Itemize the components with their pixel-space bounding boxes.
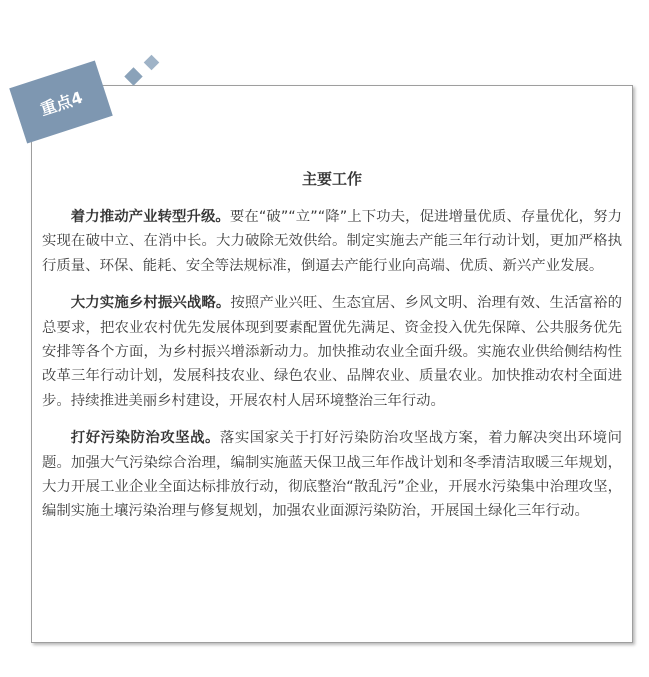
paragraph-rural: [42, 291, 622, 413]
paragraph-text: 要在“破”“立”“降”上下功夫，促进增量优质、存量优化，努力实现在破中立、在消中长。大力破除无效供给。制定实施去产能三年行动计划，更加严格执行质量、环保、能耗、安全等法规标准，倒逼去产能行业向高端、优质、新兴产业发展。: [42, 209, 622, 274]
paragraph-lead: 着力推动产业转型升级。: [70, 209, 230, 225]
page-title: 主要工作: [301, 170, 362, 188]
badge-label: 重点4: [37, 87, 85, 119]
paragraph-lead: 大力实施乡村振兴战略。: [70, 295, 231, 312]
diamond-decoration-small: [144, 55, 160, 71]
paragraph-lead: 打好污染防治攻坚战。: [70, 430, 220, 447]
document-body: [42, 205, 622, 537]
paragraph-text: 按照产业兴旺、生态宜居、乡风文明、治理有效、生活富裕的总要求，把农业农村优先发展体现到要素配置优先满足、资金投入优先保障、公共服务优先安排等各个方面，为乡村振兴增添新动力。加快推动农业全面升级。实施农业供给侧结构性改革三年行动计划，发展科技农业、绿色农业、品牌农业、质量农业。加快推动农村全面进步。持续推进美丽乡村建设，开展农村人居环境整治三年行动。: [42, 295, 622, 409]
paragraph-text: 落实国家关于打好污染防治攻坚战方案，着力解决突出环境问题。加强大气污染综合治理，编制实施蓝天保卫战三年作战计划和冬季清洁取暖三年规划，大力开展工业企业全面达标排放行动，彻底整治“散乱污”企业，开展水污染集中治理攻坚，编制实施土壤污染治理与修复规划，加强农业面源污染防治，开展国土绿化三年行动。: [42, 430, 622, 520]
paragraph-industry: [42, 205, 622, 278]
paragraph-pollution: [42, 426, 622, 524]
diamond-decoration-large: [124, 67, 142, 85]
